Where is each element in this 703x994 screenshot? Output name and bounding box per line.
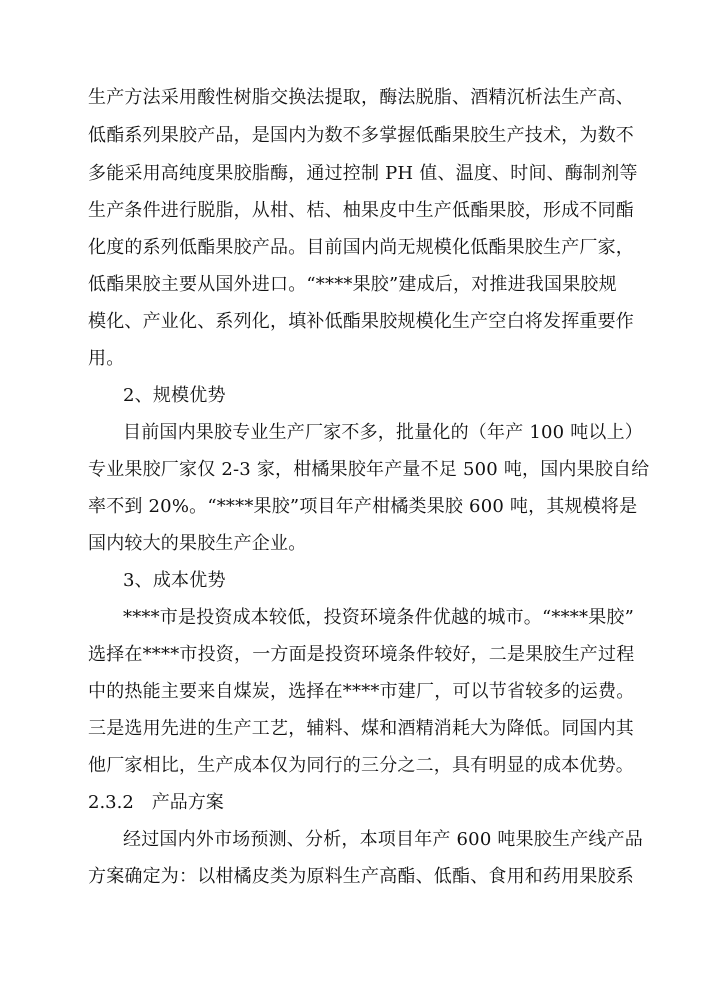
paragraph-line: 他厂家相比，生产成本仅为同行的三分之二，具有明显的成本优势。 — [88, 755, 634, 776]
paragraph-line: 低酯系列果胶产品，是国内为数不多掌握低酯果胶生产技术，为数不 — [88, 125, 634, 146]
paragraph-line: 专业果胶厂家仅 2-3 家，柑橘果胶年产量不足 500 吨，国内果胶自给 — [88, 459, 650, 480]
paragraph-line: 选择在****市投资，一方面是投资环境条件较好，二是果胶生产过程 — [88, 644, 635, 665]
paragraph-line: 目前国内果胶专业生产厂家不多，批量化的（年产 100 吨以上） — [123, 422, 643, 443]
paragraph-line: 率不到 20%。“****果胶”项目年产柑橘类果胶 600 吨，其规模将是 — [88, 496, 638, 517]
paragraph-line: 生产方法采用酸性树脂交换法提取，酶法脱脂、酒精沉析法生产高、 — [88, 87, 634, 108]
paragraph-line: 低酯果胶主要从国外进口。“****果胶”建成后，对推进我国果胶规 — [88, 274, 617, 295]
section-heading-product-plan: 2.3.2 产品方案 — [88, 792, 224, 813]
paragraph-line: 方案确定为：以柑橘皮类为原料生产高酯、低酯、食用和药用果胶系 — [88, 866, 634, 887]
section-heading-cost: 3、成本优势 — [123, 570, 226, 591]
paragraph-line: 用。 — [88, 348, 125, 369]
paragraph-line: ****市是投资成本较低，投资环境条件优越的城市。“****果胶” — [123, 607, 635, 628]
paragraph-line: 三是选用先进的生产工艺，辅料、煤和酒精消耗大为降低。同国内其 — [88, 718, 634, 739]
paragraph-line: 生产条件进行脱脂，从柑、桔、柚果皮中生产低酯果胶，形成不同酯 — [88, 200, 634, 221]
section-heading-scale: 2、规模优势 — [123, 385, 226, 406]
paragraph-line: 国内较大的果胶生产企业。 — [88, 533, 307, 554]
paragraph-line: 多能采用高纯度果胶脂酶，通过控制 PH 值、温度、时间、酶制剂等 — [88, 163, 638, 184]
paragraph-line: 中的热能主要来自煤炭，选择在****市建厂，可以节省较多的运费。 — [88, 681, 635, 702]
paragraph-line: 经过国内外市场预测、分析，本项目年产 600 吨果胶生产线产品 — [123, 829, 643, 850]
paragraph-line: 模化、产业化、系列化，填补低酯果胶规模化生产空白将发挥重要作 — [88, 311, 634, 332]
paragraph-line: 化度的系列低酯果胶产品。目前国内尚无规模化低酯果胶生产厂家， — [88, 237, 634, 258]
